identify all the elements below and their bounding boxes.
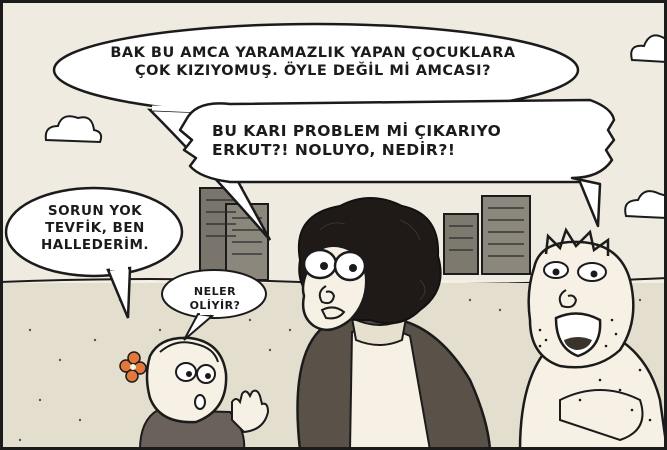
speech-line: TEVFİK, BEN [45, 219, 145, 236]
speech-line: HALLEDERİM. [40, 236, 150, 253]
speech-line: ÇOK KIZIYOMUŞ. ÖYLE DEĞİL Mİ AMCASI? [135, 63, 491, 80]
speech-line: SORUN YOK [47, 203, 143, 219]
speech-text-left [20, 203, 170, 254]
speech-line: BU KARI PROBLEM Mİ ÇIKARIYO [212, 122, 502, 140]
speech-text-right [212, 122, 592, 161]
speech-line: NELER [193, 285, 237, 298]
speech-line: BAK BU AMCA YARAMAZLIK YAPAN ÇOCUKLARA [110, 45, 516, 61]
speech-text-small [170, 285, 260, 313]
speech-text-top [78, 44, 548, 80]
speech-line: OLİYİR? [189, 298, 241, 312]
speech-line: ERKUT?! NOLUYO, NEDİR?! [212, 141, 456, 160]
